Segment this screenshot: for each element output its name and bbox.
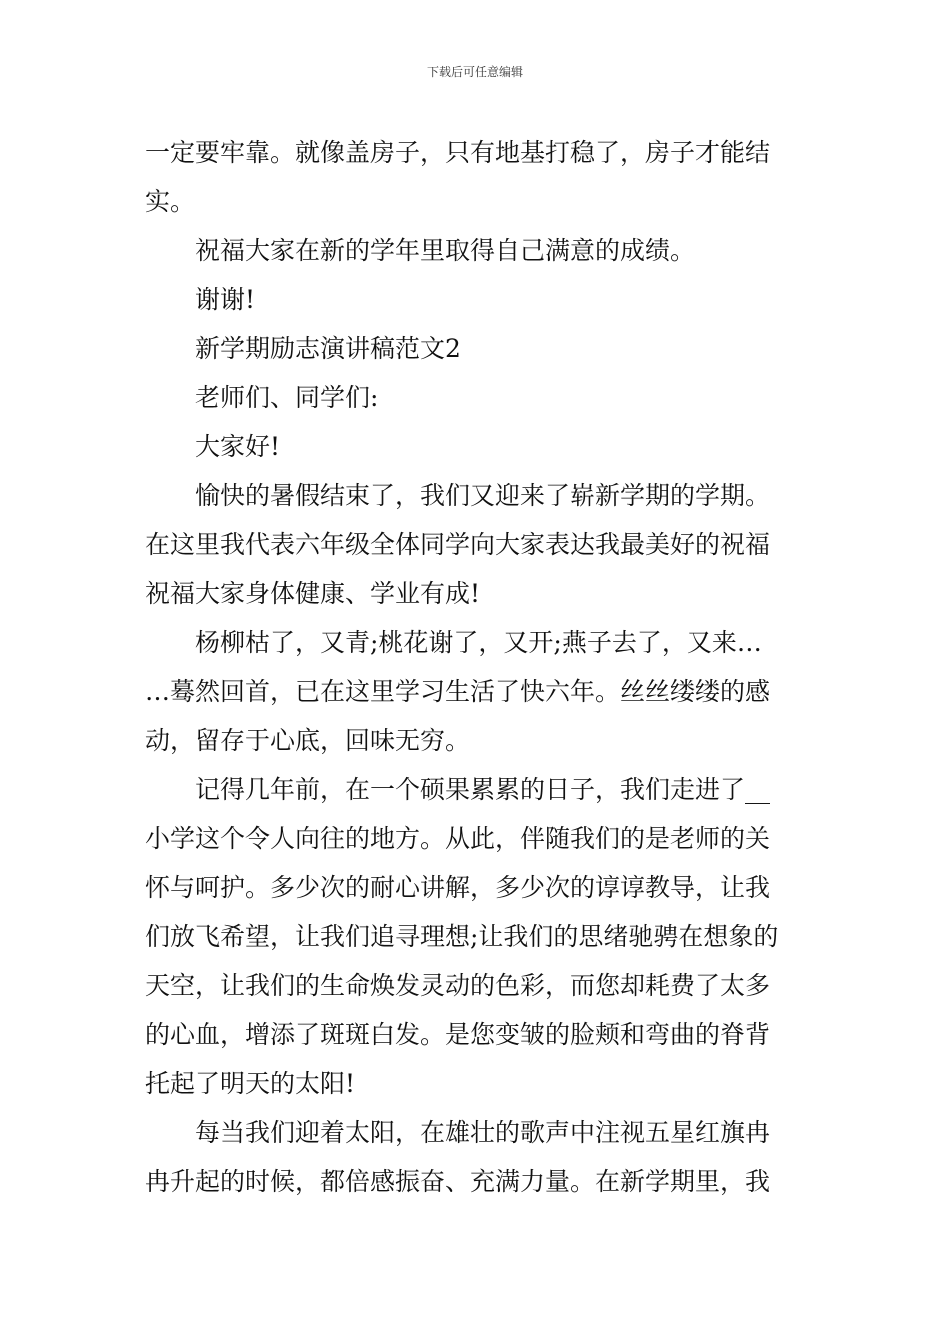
text-line: 一定要牢靠。就像盖房子，只有地基打稳了，房子才能结 [145,138,771,167]
greeting: 大家好! [195,432,281,461]
text-line: 的心血，增添了斑斑白发。是您变皱的脸颊和弯曲的脊背 [145,1020,771,1049]
section-title: 新学期励志演讲稿范文2 [195,334,461,363]
text-line: 谢谢! [195,285,256,314]
text-line: 天空，让我们的生命焕发灵动的色彩，而您却耗费了太多 [145,971,771,1000]
text-line: 记得几年前，在一个硕果累累的日子，我们走进了__ [195,775,771,804]
text-line: 小学这个令人向往的地方。从此，伴随我们的是老师的关 [145,824,771,853]
text-line: …蓦然回首，已在这里学习生活了快六年。丝丝缕缕的感 [145,677,771,706]
text-line: 愉快的暑假结束了，我们又迎来了崭新学期的学期。 [195,481,771,510]
document-body [145,128,807,1206]
text-line: 祝福大家在新的学年里取得自己满意的成绩。 [195,236,696,265]
text-line: 冉升起的时候，都倍感振奋、充满力量。在新学期里，我 [145,1167,771,1196]
text-line: 杨柳枯了，又青;桃花谢了，又开;燕子去了，又来… [195,628,762,657]
text-line: 动，留存于心底，回味无穷。 [145,726,471,755]
text-line: 怀与呵护。多少次的耐心讲解，多少次的谆谆教导，让我 [145,873,771,902]
text-line: 祝福大家身体健康、学业有成! [145,579,481,608]
salutation: 老师们、同学们: [195,383,379,412]
text-line: 在这里我代表六年级全体同学向大家表达我最美好的祝福 [145,530,771,559]
page-header: 下载后可任意编辑 [426,65,523,79]
text-line: 实。 [145,187,196,216]
text-line: 们放飞希望，让我们追寻理想;让我们的思绪驰骋在想象的 [145,922,779,951]
text-line: 托起了明天的太阳! [145,1069,356,1098]
text-line: 每当我们迎着太阳，在雄壮的歌声中注视五星红旗冉 [195,1118,771,1147]
